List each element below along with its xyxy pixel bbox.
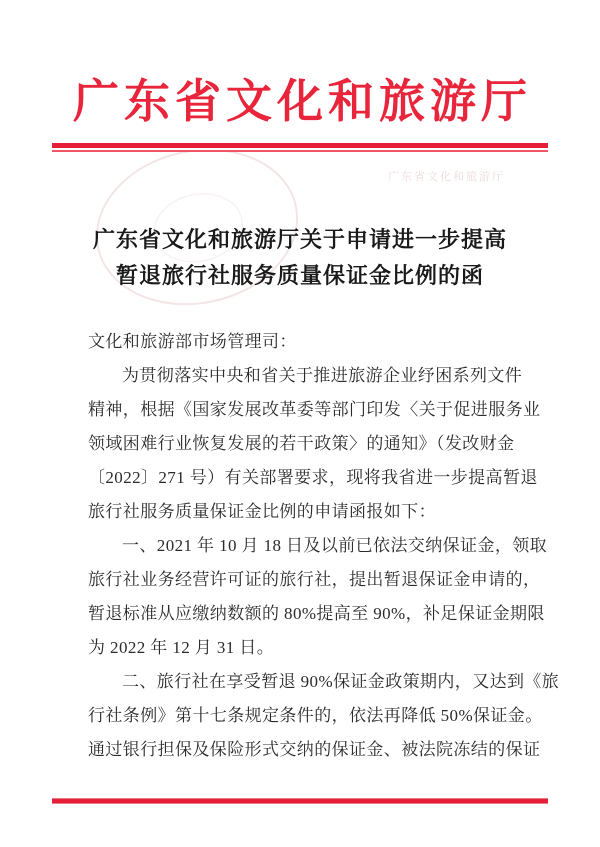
body-line: 行社条例》第十七条规定条件的，依法再降低 50%保证金。 [88, 706, 543, 725]
document-title-line-1: 广东省文化和旅游厅关于申请进一步提高 [92, 227, 507, 252]
issuing-organization-title: 广东省文化和旅游厅 [73, 76, 532, 127]
body-line: 暂退标准从应缴纳数额的 80%提高至 90%，补足保证金期限 [88, 604, 545, 623]
body-line: 〔2022〕271 号）有关部署要求，现将我省进一步提高暂退 [88, 468, 538, 487]
document-title-line-2: 暂退旅行社服务质量保证金比例的函 [115, 263, 484, 288]
body-line: 通过银行担保及保险形式交纳的保证金、被法院冻结的保证 [88, 740, 541, 759]
body-line: 二、旅行社在享受暂退 90%保证金政策期内，又达到《旅 [122, 672, 560, 691]
body-line: 旅行社服务质量保证金比例的申请函报如下： [88, 502, 436, 521]
body-line: 旅行社业务经营许可证的旅行社，提出暂退保证金申请的， [88, 570, 541, 589]
body-line: 精神，根据《国家发展改革委等部门印发〈关于促进服务业 [88, 400, 541, 419]
footer-thin-bar-bottom [52, 803, 548, 804]
recipient-line: 文化和旅游部市场管理司： [88, 332, 297, 351]
body-line: 为贯彻落实中央和省关于推进旅游企业纾困系列文件 [122, 366, 523, 385]
letterhead [0, 78, 600, 126]
body-line: 一、2021 年 10 月 18 日及以前已依法交纳保证金，领取 [122, 536, 548, 555]
body-line: 领域困难行业恢复发展的若干政策〉的通知》（发改财金 [88, 434, 515, 453]
page-footer-rule [52, 798, 548, 804]
watermark-text: 广东省文化和旅游厅 [388, 171, 505, 183]
document-title [60, 222, 540, 294]
letterhead-divider-rule [52, 143, 548, 152]
document-body [88, 325, 560, 767]
body-line: 为 2022 年 12 月 31 日。 [88, 638, 275, 657]
divider-thin-bar [52, 150, 548, 152]
